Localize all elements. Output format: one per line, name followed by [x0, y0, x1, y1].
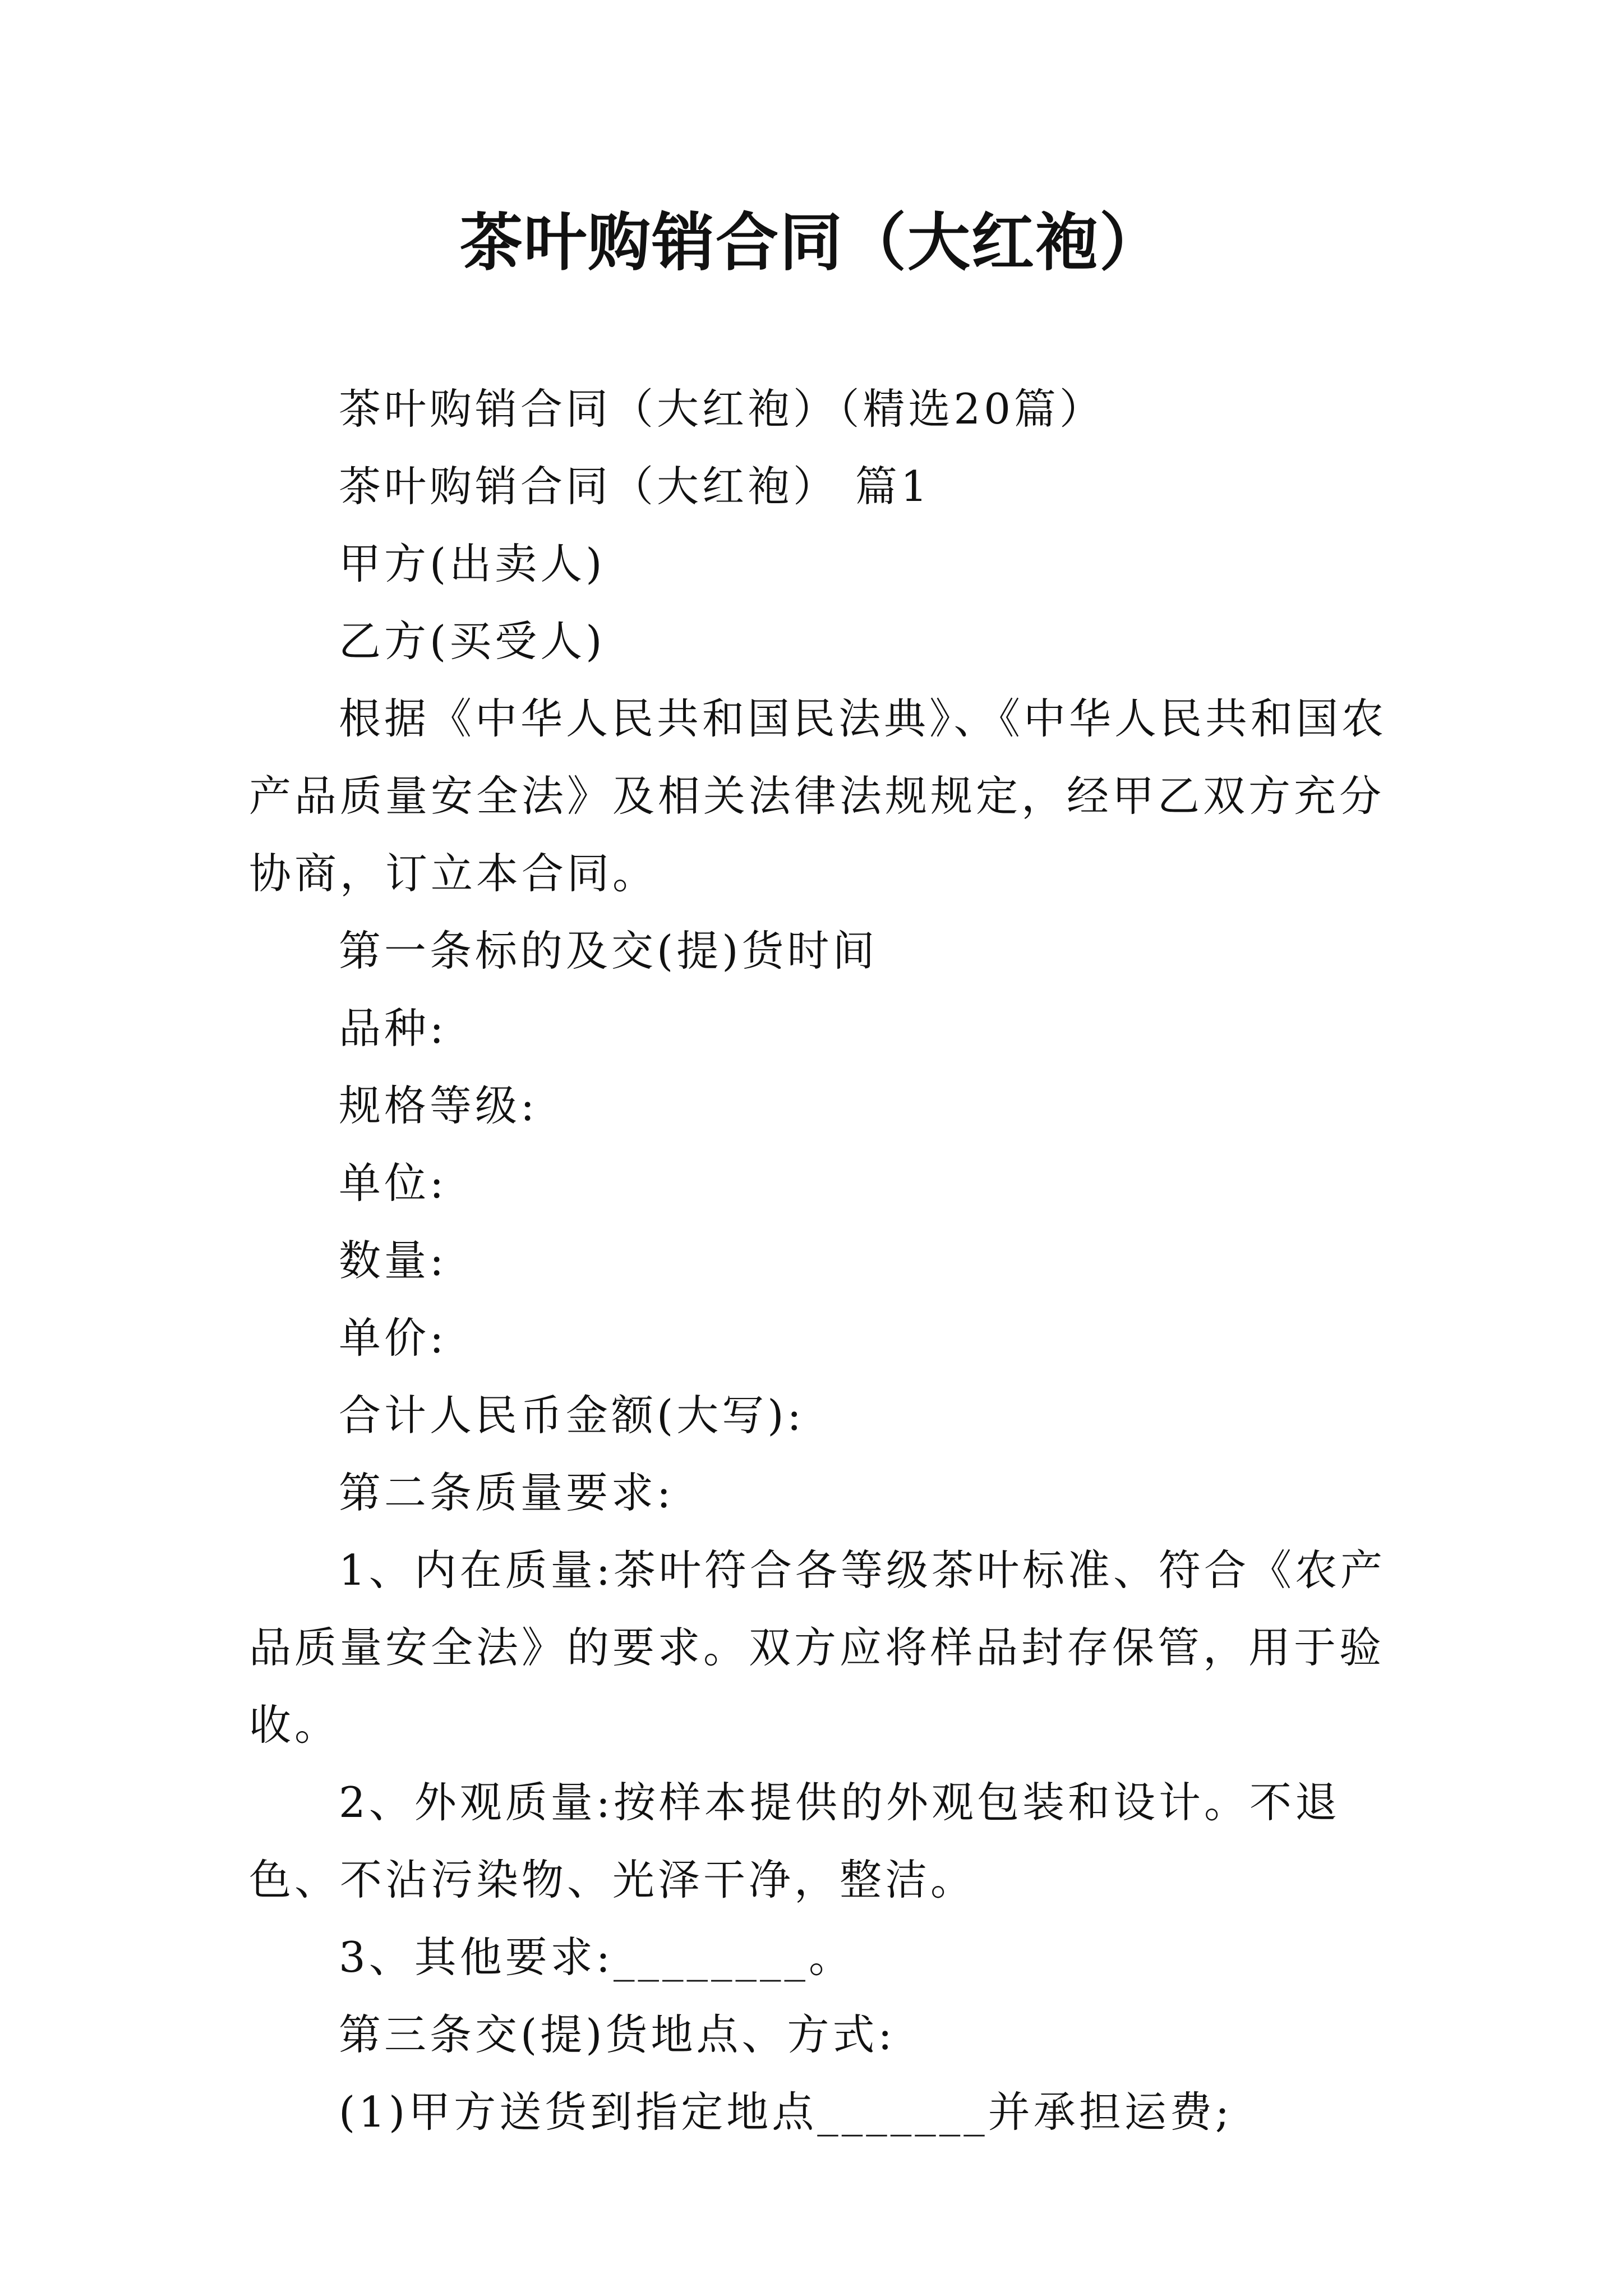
document-body: [249, 370, 1404, 2151]
paragraph-delivery-option-1: [249, 2073, 1404, 2151]
paragraph-variety: 品种:: [339, 1004, 448, 1053]
paragraph-unit: 单位:: [339, 1158, 448, 1208]
other-requirements-blank: ________: [614, 1932, 809, 1982]
paragraph-clause-three-title: 第三条交(提)货地点、方式:: [339, 2010, 896, 2059]
paragraph-quantity: 数量:: [339, 1236, 448, 1285]
paragraph-clause-two-title: 第二条质量要求:: [339, 1468, 675, 1517]
delivery-location-blank: _______: [817, 2087, 988, 2137]
paragraph-clause-one-title: 第一条标的及交(提)货时间: [339, 926, 878, 976]
paragraph-party-a: 甲方(出卖人): [339, 539, 606, 588]
paragraph-article-heading: 茶叶购销合同（大红袍） 篇1: [339, 462, 931, 511]
paragraph-other-requirements: [249, 1918, 1404, 1996]
paragraph-unit-price: 单价:: [339, 1313, 448, 1363]
delivery-option-label: (1)甲方送货到指定地点: [339, 2087, 818, 2137]
delivery-option-suffix: 并承担运费;: [988, 2087, 1233, 2137]
paragraph-collection-title: 茶叶购销合同（大红袍）（精选20篇）: [339, 384, 1105, 434]
document-title: 茶叶购销合同（大红袍）: [460, 206, 1163, 279]
paragraph-internal-quality: 1、内在质量:茶叶符合各等级茶叶标准、符合《农产品质量安全法》的要求。双方应将样品封存保管，用于验收。: [249, 1545, 1386, 1750]
paragraph-grade: 规格等级:: [339, 1081, 538, 1130]
paragraph-appearance-quality: 2、外观质量:按样本提供的外观包装和设计。不退色、不沾污染物、光泽干净，整洁。: [249, 1778, 1340, 1904]
paragraph-legal-basis: 根据《中华人民共和国民法典》、《中华人民共和国农产品质量安全法》及相关法律法规规定，经甲乙双方充分协商，订立本合同。: [249, 694, 1387, 898]
other-requirements-label: 3、其他要求:: [339, 1932, 614, 1982]
other-requirements-suffix: 。: [809, 1932, 855, 1982]
paragraph-party-b: 乙方(买受人): [339, 616, 606, 666]
paragraph-total-amount: 合计人民币金额(大写):: [339, 1391, 805, 1440]
